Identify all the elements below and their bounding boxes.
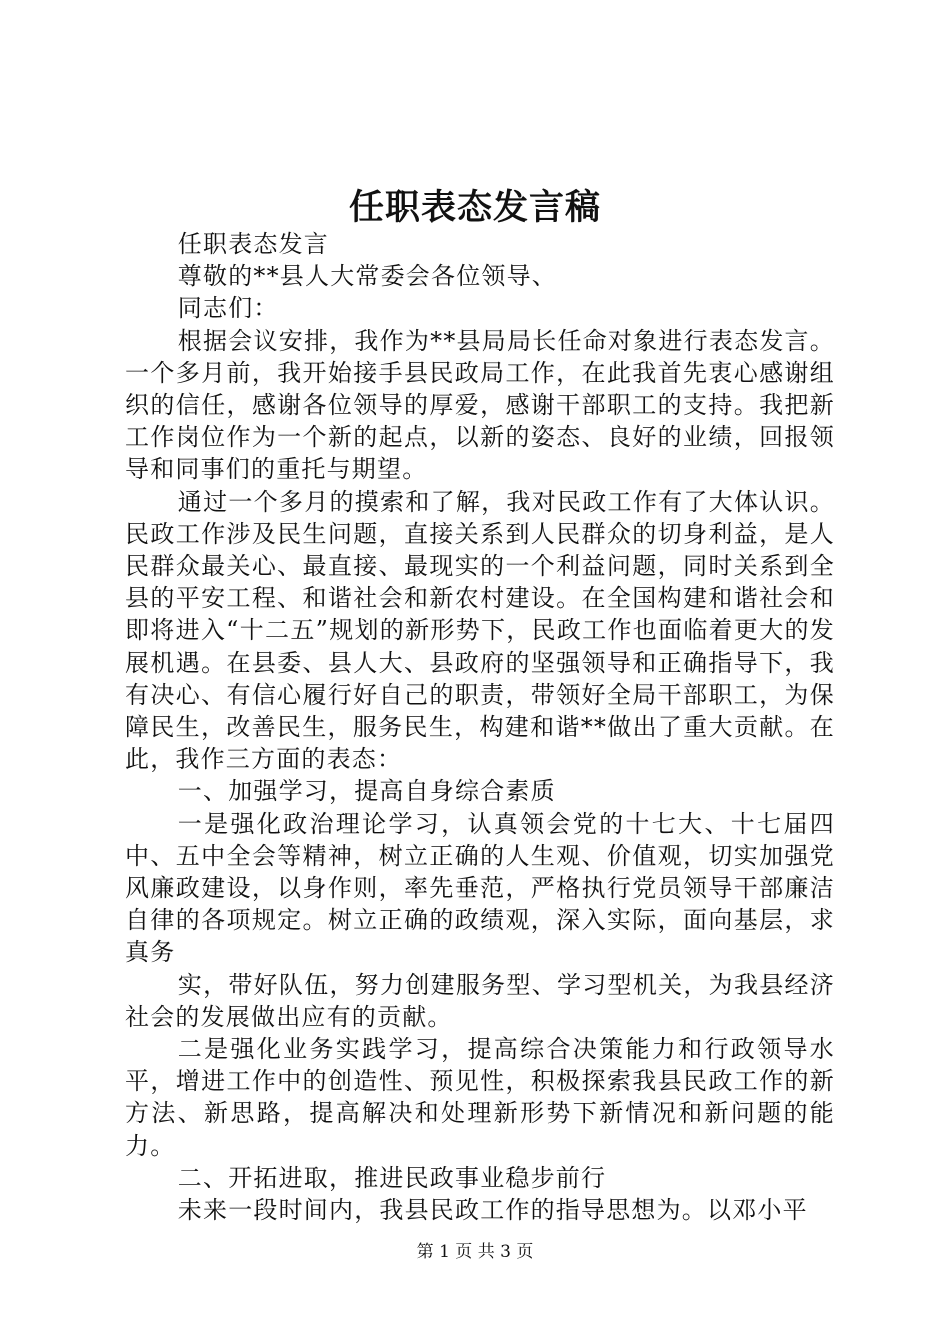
document-title: 任职表态发言稿: [348, 187, 601, 228]
paragraph-point-2: 二是强化业务实践学习，提高综合决策能力和行政领导水平，增进工作中的创造性、预见性，积极探索我县民政工作的新方法、新思路，提高解决和处理新形势下新情况和新问题的能力。: [125, 1035, 835, 1160]
paragraph-heading: 任职表态发言: [177, 230, 329, 258]
paragraph-intro: 根据会议安排，我作为**县局局长任命对象进行表态发言。一个多月前，我开始接手县民政局工作，在此我首先衷心感谢组织的信任，感谢各位领导的厚爱，感谢干部职工的支持。我把新工作岗位作为一个新的起点，以新的姿态、良好的业绩，回报领导和同事们的重托与期望。: [125, 326, 835, 484]
page-number-footer: 第 1 页 共 3 页: [416, 1242, 534, 1262]
document-body: [125, 228, 835, 1226]
paragraph-point-1: 一是强化政治理论学习，认真领会党的十七大、十七届四中、五中全会等精神，树立正确的人生观、价值观，切实加强党风廉政建设，以身作则，率先垂范，严格执行党员领导干部廉洁自律的各项规定。树立正确的政绩观，深入实际，面向基层，求真务: [125, 809, 835, 967]
paragraph-guidance: 未来一段时间内，我县民政工作的指导思想为。以邓小平: [177, 1196, 808, 1225]
paragraph-salutation: 尊敬的**县人大常委会各位领导、: [177, 262, 557, 291]
paragraph-point-1-cont: 实，带好队伍，努力创建服务型、学习型机关，为我县经济社会的发展做出应有的贡献。: [125, 970, 835, 1031]
paragraph-greeting: 同志们：: [177, 294, 279, 323]
paragraph-understanding: 通过一个多月的摸索和了解，我对民政工作有了大体认识。民政工作涉及民生问题，直接关系到人民群众的切身利益，是人民群众最关心、最直接、最现实的一个利益问题，同时关系到全县的平安工程、和谐社会和新农村建设。在全国构建和谐社会和即将进入“十二五”规划的新形势下，民政工作也面临着更大的发展机遇。在县委、县人大、县政府的坚强领导和正确指导下，我有决心、有信心履行好自己的职责，带领好全局干部职工，为保障民生，改善民生，服务民生，构建和谐**做出了重大贡献。在此，我作三方面的表态：: [125, 487, 835, 774]
section-heading-2: 二、开拓进取，推进民政事业稳步前行: [177, 1163, 607, 1192]
section-heading-1: 一、加强学习，提高自身综合素质: [177, 777, 556, 806]
